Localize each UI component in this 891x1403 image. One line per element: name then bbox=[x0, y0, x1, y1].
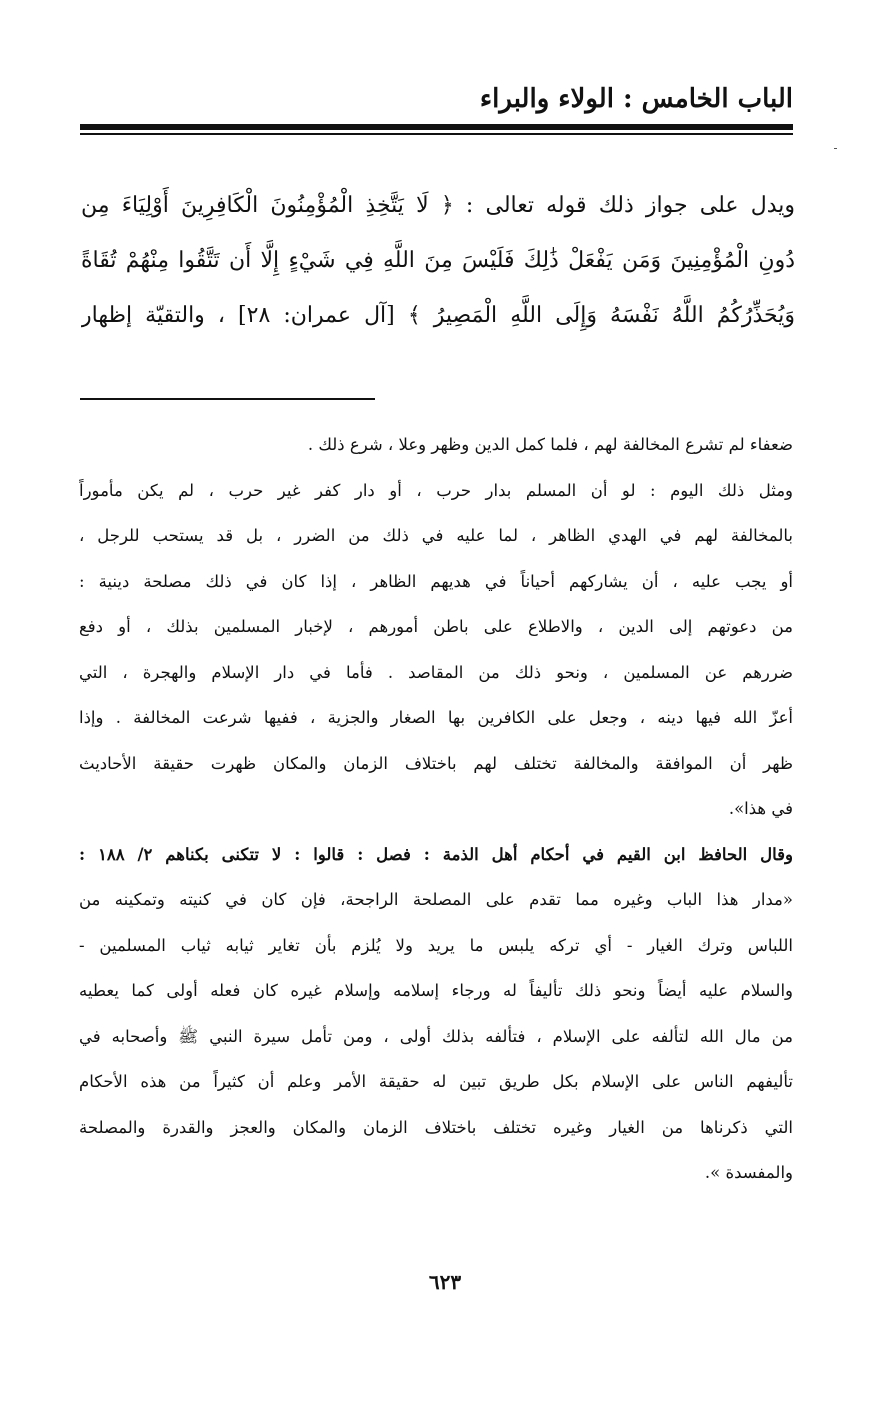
footnote-line: تأليفهم الناس على الإسلام بكل طريق تبين له حقيقة الأمر وعلم أن كثيراً من هذه الأحكام bbox=[79, 1072, 793, 1091]
footnote-line: اللباس وترك الغيار - أي تركه يلبس ما يريد ولا يُلزم بأن تغاير ثيابه ثياب المسلمين - bbox=[79, 935, 793, 955]
footnote-line: أعزّ الله فيها دينه ، وجعل على الكافرين بها الصغار والجزية ، ففيها شرعت المخالفة . وإذا bbox=[79, 708, 793, 727]
footnote-line: التي ذكرناها من الغيار وغيره تختلف باختلاف الزمان والمكان والعجز والقدرة والمصلحة bbox=[79, 1117, 793, 1137]
footnote-line: بالمخالفة لهم في الهدي الظاهر ، لما عليه في ذلك من الضرر ، بل قد يستحب للرجل ، bbox=[79, 526, 793, 545]
footnote-line: من مال الله لتألفه على الإسلام ، فتألفه بذلك أولى ، ومن تأمل سيرة النبي ﷺ وأصحابه في bbox=[79, 1026, 793, 1046]
header-rule-thin bbox=[80, 133, 793, 135]
footnote-line: في هذا». bbox=[728, 799, 793, 818]
footnote-line: وقال الحافظ ابن القيم في أحكام أهل الذمة : فصل : قالوا : لا تتكنى بكناهم ٢/ ١٨٨ : bbox=[79, 844, 793, 864]
footnote-line: ضررهم عن المسلمين ، ونحو ذلك من المقاصد . فأما في دار الإسلام والهجرة ، التي bbox=[79, 662, 793, 682]
page-number: ٦٢٣ bbox=[428, 1270, 462, 1294]
footnote-separator bbox=[80, 398, 375, 400]
header-rule-thick bbox=[80, 124, 793, 130]
footnote-text bbox=[79, 422, 793, 1196]
footnote-line: ظهر أن الموافقة والمخالفة تختلف لهم باختلاف الزمان والمكان ظهرت حقيقة الأحاديث bbox=[79, 753, 793, 773]
main-line: ويدل على جواز ذلك قوله تعالى : ﴿ لَا يَتَّخِذِ الْمُؤْمِنُونَ الْكَافِرِينَ أَوْلِيَاءَ مِن bbox=[81, 193, 795, 218]
main-line: دُونِ الْمُؤْمِنِينَ وَمَن يَفْعَلْ ذَٰلِكَ فَلَيْسَ مِنَ اللَّهِ فِي شَيْءٍ إِلَّا أَن تَتَّقُوا مِنْهُمْ تُقَاةً bbox=[81, 248, 795, 273]
chapter-header: الباب الخامس : الولاء والبراء bbox=[479, 84, 793, 114]
main-body-text bbox=[81, 178, 795, 343]
footnote-line: ومثل ذلك اليوم : لو أن المسلم بدار حرب ، أو دار كفر غير حرب ، لم يكن مأموراً bbox=[79, 480, 793, 500]
footnote-line: ضعفاء لم تشرع المخالفة لهم ، فلما كمل الدين وظهر وعلا ، شرع ذلك . bbox=[307, 435, 793, 454]
footnote-line: من دعوتهم إلى الدين ، والاطلاع على باطن أمورهم ، لإخبار المسلمين بذلك ، أو دفع bbox=[79, 617, 793, 636]
footnote-line: والسلام عليه أيضاً ونحو ذلك تأليفاً له ورجاء إسلامه وإسلام غيره كان فعله أولى كما يعطيه bbox=[79, 981, 793, 1000]
main-line: وَيُحَذِّرُكُمُ اللَّهُ نَفْسَهُ وَإِلَى اللَّهِ الْمَصِيرُ ﴾ [آل عمران: ٢٨] ، والتقيّة إظهار bbox=[81, 303, 795, 328]
footnote-line: «مدار هذا الباب وغيره مما تقدم على المصلحة الراجحة، فإن كان في كنيته وتمكينه من bbox=[79, 890, 793, 909]
footnote-line: والمفسدة ». bbox=[704, 1163, 793, 1182]
footnote-line: أو يجب عليه ، أن يشاركهم أحياناً في هديهم الظاهر ، إذا كان في ذلك مصلحة دينية : bbox=[79, 571, 793, 591]
scan-speck bbox=[834, 148, 837, 149]
